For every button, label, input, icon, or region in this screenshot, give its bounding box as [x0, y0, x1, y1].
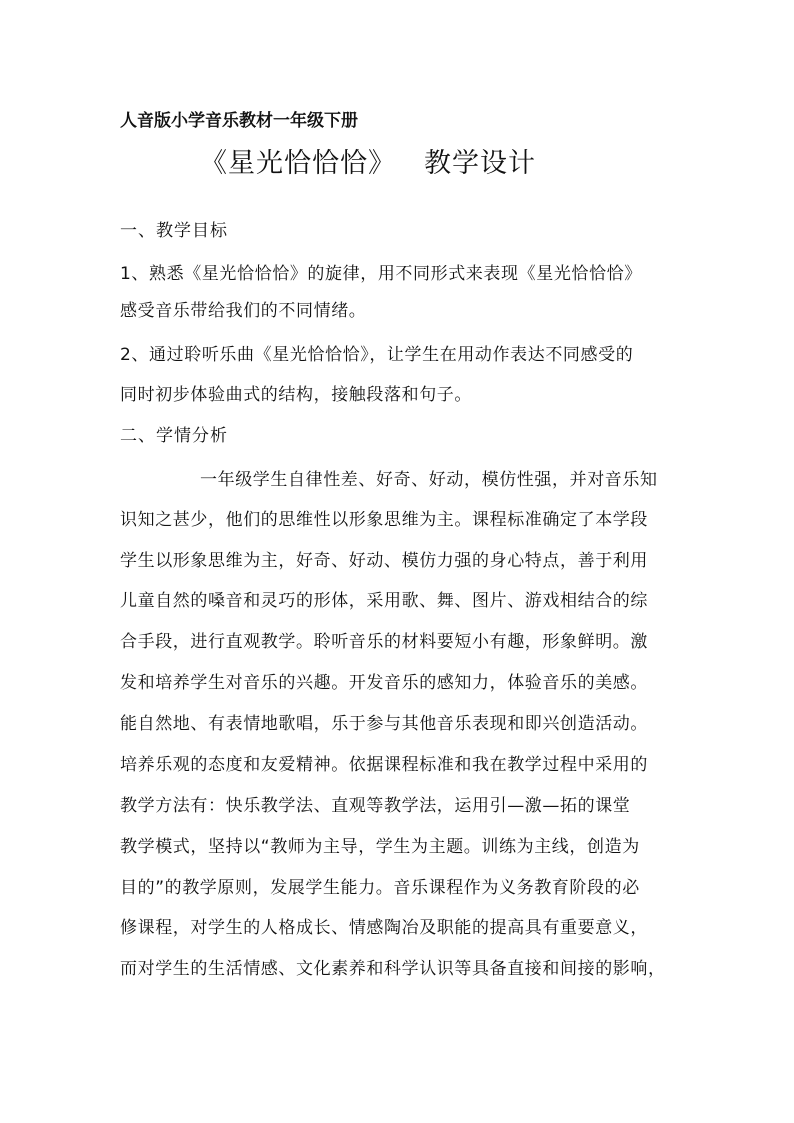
title-design-label: 教学设计: [424, 148, 536, 179]
paragraph-line: 教学方法有：快乐教学法、直观等教学法，运用引—激—拓的课堂: [120, 796, 631, 816]
paragraph-line: 2、通过聆听乐曲《星光恰恰恰》，让学生在用动作表达不同感受的: [120, 345, 634, 365]
title-song-name: 《星光恰恰恰》: [200, 148, 396, 179]
paragraph-line: 感受音乐带给我们的不同情绪。: [120, 301, 367, 321]
paragraph-line: 培养乐观的态度和友爱精神。依据课程标准和我在教学过程中采用的: [120, 755, 648, 775]
page-title: [200, 141, 536, 180]
paragraph-line: 识知之甚少，他们的思维性以形象思维为主。课程标准确定了本学段: [120, 510, 648, 530]
paragraph-line: 同时初步体验曲式的结构，接触段落和句子。: [120, 385, 472, 405]
paragraph-line: 能自然地、有表情地歌唱，乐于参与其他音乐表现和即兴创造活动。: [120, 714, 648, 734]
section-heading-analysis: 二、学情分析: [120, 426, 228, 446]
paragraph-line: 合手段，进行直观教学。聆听音乐的材料要短小有趣，形象鲜明。激: [120, 632, 648, 652]
textbook-subtitle: 人音版小学音乐教材一年级下册: [120, 111, 358, 131]
paragraph-line: 一年级学生自律性差、好奇、好动，模仿性强，并对音乐知: [200, 470, 658, 490]
paragraph-line: 教学模式，坚持以“教师为主导，学生为主题。训练为主线，创造为: [120, 837, 640, 857]
paragraph-line: 儿童自然的嗓音和灵巧的形体，采用歌、舞、图片、游戏相结合的综: [120, 591, 648, 611]
paragraph-line: 1、熟悉《星光恰恰恰》的旋律，用不同形式来表现《星光恰恰恰》: [120, 264, 642, 284]
paragraph-line: 目的”的教学原则，发展学生能力。音乐课程作为义务教育阶段的必: [120, 878, 640, 898]
paragraph-line: 修课程，对学生的人格成长、情感陶冶及职能的提高具有重要意义，: [120, 918, 648, 938]
paragraph-line: 而对学生的生活情感、文化素养和科学认识等具备直接和间接的影响，: [120, 959, 666, 979]
section-heading-objectives: 一、教学目标: [120, 221, 228, 241]
paragraph-line: 发和培养学生对音乐的兴趣。开发音乐的感知力，体验音乐的美感。: [120, 673, 648, 693]
paragraph-line: 学生以形象思维为主，好奇、好动、模仿力强的身心特点，善于利用: [120, 551, 648, 571]
